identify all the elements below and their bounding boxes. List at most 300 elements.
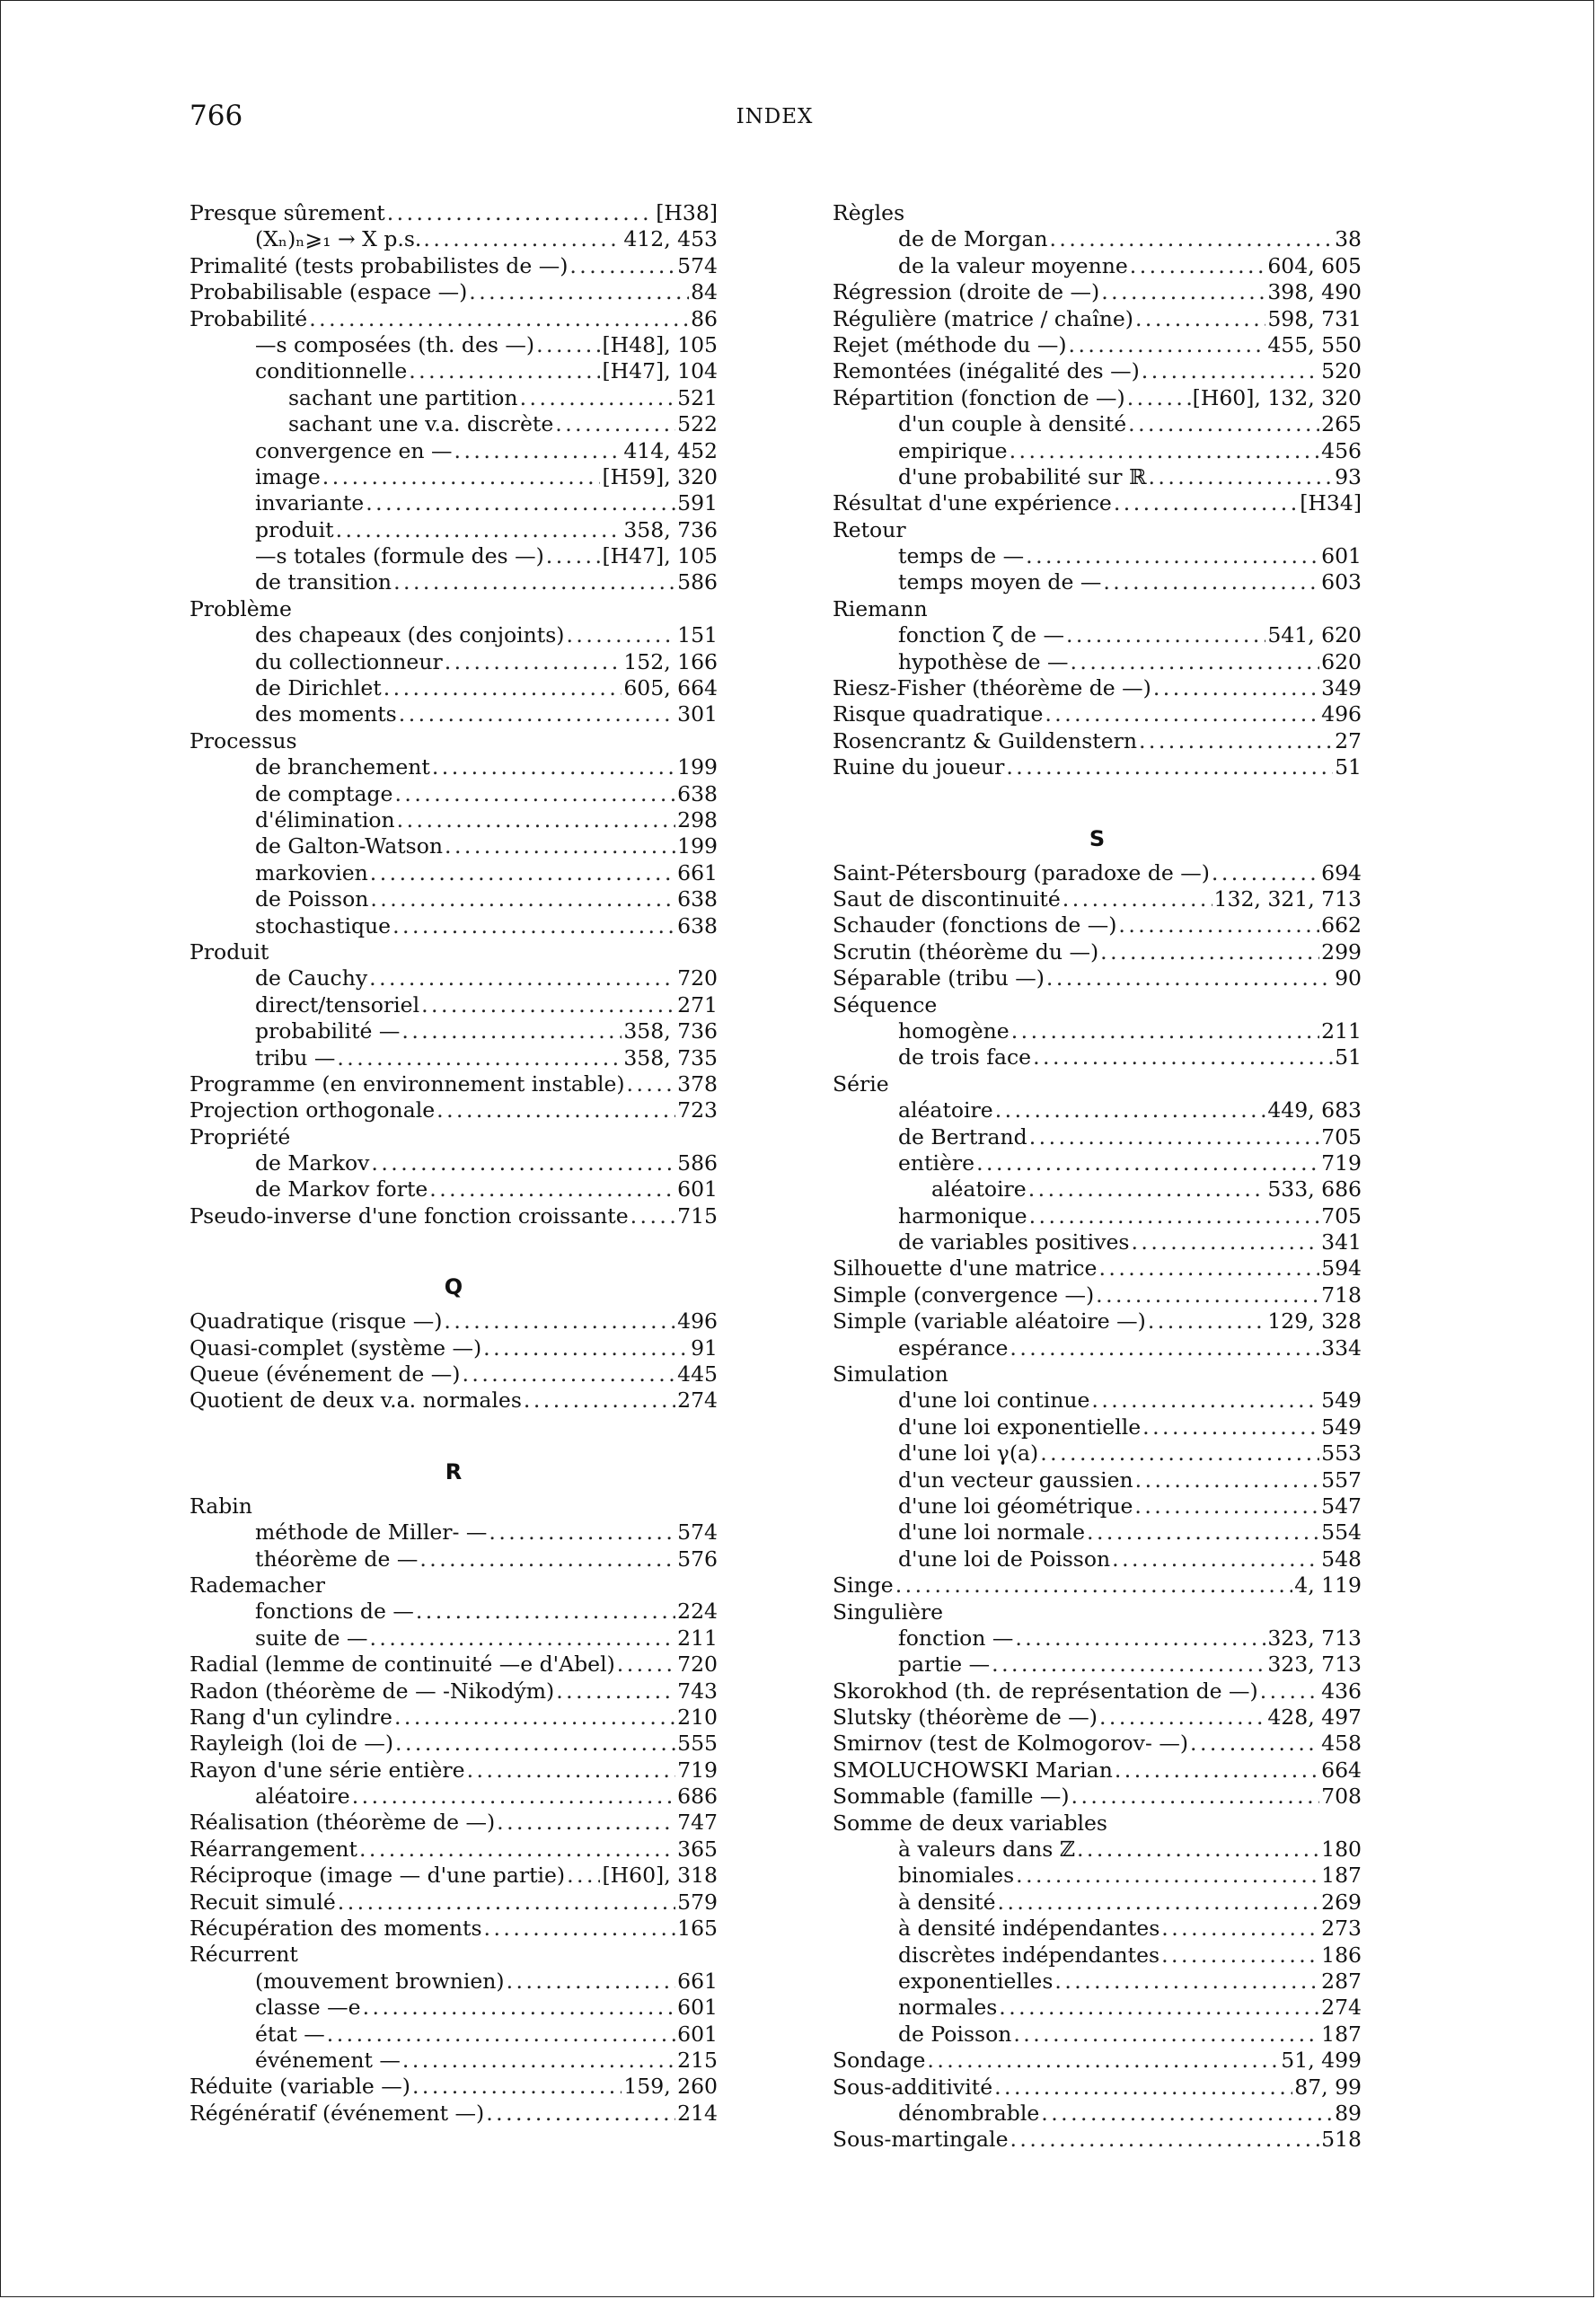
page-references: 358, 735 — [623, 1044, 718, 1070]
index-entry — [190, 701, 718, 727]
index-entry — [190, 807, 718, 833]
index-term: Règles — [833, 200, 905, 225]
page-references: 449, 683 — [1267, 1097, 1362, 1123]
index-term: normales — [898, 1995, 998, 2021]
index-entry — [190, 622, 718, 648]
page-references: 84 — [691, 279, 718, 305]
index-term: exponentielles — [898, 1969, 1054, 1994]
index-entry — [833, 1414, 1362, 1440]
index-entry — [833, 2127, 1362, 2153]
index-term: Singe — [833, 1572, 894, 1599]
index-term: d'élimination — [255, 806, 395, 832]
dot-leader — [1069, 332, 1266, 358]
page-references: 51 — [1335, 1044, 1362, 1070]
page-references: 211 — [1321, 1017, 1362, 1044]
dot-leader — [1115, 1757, 1319, 1784]
index-entry — [833, 1810, 1362, 1837]
page-references: 715 — [677, 1202, 718, 1229]
index-entry — [190, 1942, 718, 1968]
index-entry — [190, 569, 718, 595]
page-references: 586 — [677, 569, 718, 595]
index-term: Presque sûrement — [190, 200, 385, 225]
index-entry — [190, 728, 718, 754]
index-term: Répartition (fonction de —) — [833, 384, 1125, 410]
index-term: Séquence — [833, 991, 938, 1017]
page-references: 496 — [677, 1308, 718, 1334]
index-entry — [833, 1361, 1362, 1387]
page-references: 638 — [677, 912, 718, 938]
index-entry — [190, 1572, 718, 1599]
index-entry — [833, 1124, 1362, 1150]
index-term: fonction — — [898, 1625, 1014, 1651]
index-term: Régénératif (événement —) — [190, 2100, 485, 2126]
index-term: Résultat d'une expérience — [833, 490, 1112, 516]
index-entry — [190, 992, 718, 1018]
page-references: 341 — [1321, 1229, 1362, 1255]
index-term: de comptage — [255, 780, 393, 806]
page-references: 298 — [677, 806, 718, 832]
index-term: image — [255, 463, 321, 489]
dot-leader — [1049, 226, 1333, 252]
index-entry — [833, 543, 1362, 569]
index-entry — [190, 675, 718, 701]
page-references: 518 — [1321, 2127, 1362, 2153]
index-term: Rang d'un cylindre — [190, 1704, 392, 1730]
index-term: Radial (lemme de continuité —e d'Abel) — [190, 1652, 615, 1678]
page-references: 27 — [1335, 727, 1362, 753]
page-references: 708 — [1321, 1784, 1362, 1810]
dot-leader — [1100, 939, 1319, 965]
index-term: Régulière (matrice / chaîne) — [833, 305, 1133, 331]
page-references: 638 — [677, 780, 718, 806]
index-term: Ruine du joueur — [833, 754, 1005, 780]
index-entry — [833, 1784, 1362, 1810]
page-references: 152, 166 — [623, 648, 718, 674]
index-term: Quotient de deux v.a. normales — [190, 1387, 522, 1414]
section-letter-heading — [833, 781, 1362, 860]
page-references: [H47], 105 — [602, 543, 718, 569]
index-entry — [190, 1652, 718, 1678]
dot-leader — [507, 1969, 676, 1995]
index-term: Radon (théorème de — -Nikodým) — [190, 1678, 555, 1704]
index-entry — [190, 332, 718, 358]
index-term: Scrutin (théorème du —) — [833, 938, 1099, 965]
dot-leader — [1142, 358, 1319, 384]
index-term: Rayon d'une série entière — [190, 1757, 465, 1783]
index-term: état — — [255, 2021, 325, 2047]
index-term: invariante — [255, 490, 365, 516]
index-entry — [833, 1969, 1362, 1995]
page-references: 224 — [677, 1599, 718, 1625]
dot-leader — [444, 1308, 675, 1334]
index-term: Silhouette d'une matrice — [833, 1255, 1098, 1282]
index-entry — [190, 543, 718, 569]
index-term: (mouvement brownien) — [255, 1968, 505, 1994]
index-term: Skorokhod (th. de représentation de —) — [833, 1678, 1258, 1704]
index-term: Produit — [190, 938, 269, 965]
index-entry — [190, 306, 718, 332]
dot-leader — [627, 1071, 676, 1097]
dot-leader — [462, 1361, 675, 1387]
index-entry — [190, 1837, 718, 1863]
index-term: classe —e — [255, 1995, 361, 2021]
index-term: Risque quadratique — [833, 701, 1044, 727]
dot-leader — [1112, 1546, 1319, 1572]
dot-leader — [397, 807, 676, 833]
index-entry — [833, 1150, 1362, 1176]
index-entry — [833, 1387, 1362, 1414]
dot-leader — [1029, 1124, 1319, 1150]
dot-leader — [412, 2074, 622, 2100]
page-references: 299 — [1321, 938, 1362, 965]
dot-leader — [469, 279, 689, 305]
dot-leader — [497, 1810, 675, 1836]
index-entry — [833, 1097, 1362, 1123]
page-references: 51, 499 — [1281, 2048, 1362, 2074]
dot-leader — [489, 1519, 675, 1546]
dot-leader — [399, 701, 675, 727]
page-references: 705 — [1321, 1123, 1362, 1150]
dot-leader — [1040, 1440, 1319, 1467]
index-term: probabilité — — [255, 1018, 401, 1044]
index-entry — [833, 1678, 1362, 1704]
index-term: Sous-additivité — [833, 2074, 993, 2100]
page-references: 93 — [1335, 463, 1362, 489]
dot-leader — [1010, 1335, 1319, 1361]
page-references: 51 — [1335, 754, 1362, 780]
index-entry — [190, 1335, 718, 1361]
index-entry — [833, 728, 1362, 754]
index-entry — [190, 385, 718, 411]
index-term: méthode de Miller- — — [255, 1519, 488, 1546]
index-entry — [833, 253, 1362, 279]
page-references: 271 — [677, 991, 718, 1017]
page-references: 349 — [1321, 675, 1362, 701]
index-term: Recuit simulé — [190, 1889, 336, 1915]
dot-leader — [1128, 411, 1319, 437]
index-term: aléatoire — [898, 1097, 993, 1123]
page-references: 86 — [691, 305, 718, 331]
dot-leader — [1006, 754, 1333, 780]
dot-leader — [1118, 912, 1319, 938]
index-entry — [833, 1837, 1362, 1863]
index-term: Réarrangement — [190, 1836, 357, 1862]
index-term: Schauder (fonctions de —) — [833, 912, 1117, 938]
dot-leader — [1091, 1387, 1319, 1414]
index-term: Queue (événement de —) — [190, 1361, 461, 1387]
index-entry — [190, 860, 718, 886]
page-references: 132, 321, 713 — [1213, 885, 1362, 912]
index-entry — [190, 1018, 718, 1044]
index-term: sachant une partition — [288, 384, 518, 410]
dot-leader — [419, 1546, 675, 1572]
page-references: 38 — [1335, 226, 1362, 252]
page-references: 747 — [677, 1810, 718, 1836]
dot-leader — [409, 358, 600, 384]
index-entry — [190, 965, 718, 991]
index-entry — [833, 2048, 1362, 2074]
index-entry — [190, 1863, 718, 1889]
index-entry — [190, 2074, 718, 2100]
dot-leader — [1135, 1467, 1319, 1493]
page-references: 455, 550 — [1267, 331, 1362, 357]
page-references: 334 — [1321, 1334, 1362, 1361]
page-references: 574 — [677, 1519, 718, 1546]
index-entry — [833, 1493, 1362, 1519]
index-entry — [833, 860, 1362, 886]
dot-leader — [1041, 2101, 1333, 2127]
dot-leader — [1139, 728, 1333, 754]
dot-leader — [1011, 1018, 1319, 1044]
index-term: Rabin — [190, 1493, 252, 1519]
index-term: —s totales (formule des —) — [255, 543, 544, 569]
index-term: d'une probabilité sur ℝ — [898, 463, 1147, 489]
index-term: Probabilisable (espace —) — [190, 279, 468, 305]
index-entry — [833, 1625, 1362, 1652]
page-references: 199 — [677, 833, 718, 859]
page-references: [H59], 320 — [602, 463, 718, 489]
index-entry — [833, 1889, 1362, 1916]
page-references: [H38] — [656, 200, 718, 225]
dot-leader — [371, 1150, 675, 1176]
index-term: sachant une v.a. discrète — [288, 411, 554, 437]
page-references: 521 — [677, 384, 718, 410]
page-references: 574 — [677, 252, 718, 278]
index-entry — [833, 2022, 1362, 2048]
index-entry — [833, 1519, 1362, 1546]
index-entry — [833, 1308, 1362, 1334]
page-references: 549 — [1321, 1414, 1362, 1440]
index-entry — [190, 1124, 718, 1150]
index-entry — [190, 649, 718, 675]
index-term: d'un vecteur gaussien — [898, 1467, 1133, 1493]
index-entry — [190, 411, 718, 437]
dot-leader — [546, 543, 601, 569]
page-references: [H60], 132, 320 — [1192, 384, 1362, 410]
index-entry — [833, 886, 1362, 912]
index-term: temps de — — [898, 543, 1025, 569]
page-references: 180 — [1321, 1837, 1362, 1863]
page-references: 586 — [677, 1150, 718, 1176]
index-term: de de Morgan — [898, 226, 1048, 252]
index-term: Rosencrantz & Guildenstern — [833, 727, 1137, 753]
page-references: 274 — [1321, 1995, 1362, 2021]
dot-leader — [995, 1097, 1266, 1123]
index-term: Séparable (tribu —) — [833, 965, 1045, 991]
dot-leader — [370, 886, 675, 912]
index-term: Sommable (famille —) — [833, 1784, 1070, 1810]
page-references: [H47], 104 — [602, 358, 718, 384]
dot-leader — [1161, 1942, 1319, 1969]
index-entry — [833, 1652, 1362, 1678]
index-entry — [833, 1916, 1362, 1942]
dot-leader — [1013, 2022, 1319, 2048]
dot-leader — [484, 1916, 676, 1942]
index-term: des moments — [255, 701, 397, 727]
dot-leader — [454, 438, 622, 464]
index-term: de variables positives — [898, 1229, 1130, 1255]
page-references: 576 — [677, 1546, 718, 1572]
index-term: théorème de — — [255, 1546, 419, 1572]
dot-leader — [927, 2048, 1279, 2074]
page-references: 215 — [677, 2048, 718, 2073]
index-term: homogène — [898, 1017, 1010, 1044]
section-letter: R — [445, 1458, 463, 1484]
index-term: fonctions de — — [255, 1599, 414, 1625]
page-references: 591 — [677, 490, 718, 516]
index-term: de trois face — [898, 1044, 1032, 1070]
dot-leader — [1103, 569, 1319, 595]
dot-leader — [1087, 1519, 1319, 1546]
index-term: de Dirichlet — [255, 675, 382, 701]
dot-leader — [486, 2101, 675, 2127]
page-references: 522 — [677, 411, 718, 437]
index-entry — [190, 1916, 718, 1942]
index-term: suite de — — [255, 1625, 368, 1651]
index-entry — [190, 833, 718, 859]
page-references: 269 — [1321, 1889, 1362, 1915]
dot-leader — [536, 332, 600, 358]
index-entry — [190, 1995, 718, 2021]
index-entry — [190, 1546, 718, 1572]
index-term: de Poisson — [898, 2021, 1012, 2047]
page-references: 604, 605 — [1267, 252, 1362, 278]
index-entry — [833, 226, 1362, 252]
index-term: des chapeaux (des conjoints) — [255, 622, 565, 648]
page-references: [H48], 105 — [602, 331, 718, 357]
index-entry — [190, 2048, 718, 2074]
index-entry — [833, 358, 1362, 384]
index-entry — [190, 517, 718, 543]
page-references: 496 — [1321, 701, 1362, 727]
page-references: 358, 736 — [623, 516, 718, 542]
index-term: convergence en — — [255, 437, 453, 463]
index-entry — [190, 358, 718, 384]
dot-leader — [992, 1652, 1265, 1678]
index-entry — [833, 411, 1362, 437]
page-references: 662 — [1321, 912, 1362, 938]
index-entry — [190, 1969, 718, 1995]
index-term: d'une loi géométrique — [898, 1493, 1133, 1519]
index-entry — [190, 1704, 718, 1731]
index-term: Sondage — [833, 2048, 926, 2074]
index-column-right — [833, 200, 1362, 2154]
index-term: de transition — [255, 569, 392, 595]
page-references: 211 — [677, 1625, 718, 1651]
page-references: 90 — [1335, 965, 1362, 991]
dot-leader — [1190, 1731, 1319, 1757]
index-entry — [833, 965, 1362, 991]
index-term: Riemann — [833, 595, 928, 621]
page-references: 594 — [1321, 1255, 1362, 1282]
index-term: événement — — [255, 2048, 401, 2073]
dot-leader — [1070, 649, 1319, 675]
dot-leader — [1099, 1704, 1265, 1731]
index-entry — [833, 1255, 1362, 1282]
dot-leader — [567, 1863, 600, 1889]
page-references: 214 — [677, 2100, 718, 2126]
dot-leader — [421, 992, 675, 1018]
page-references: 520 — [1321, 358, 1362, 384]
page-references: 603 — [1321, 569, 1362, 595]
index-entry — [833, 200, 1362, 226]
dot-leader — [369, 1625, 675, 1652]
dot-leader — [566, 622, 675, 648]
index-entry — [190, 1045, 718, 1071]
dot-leader — [1127, 385, 1191, 411]
index-entry — [833, 1467, 1362, 1493]
page-references: 398, 490 — [1267, 279, 1362, 305]
dot-leader — [392, 913, 675, 939]
index-entry — [190, 490, 718, 516]
page-references: 598, 731 — [1267, 305, 1362, 331]
index-term: binomiales — [898, 1863, 1015, 1889]
dot-leader — [1130, 253, 1266, 279]
dot-leader — [337, 1045, 622, 1071]
dot-leader — [1148, 464, 1333, 490]
dot-leader — [338, 1889, 675, 1916]
index-term: hypothèse de — — [898, 648, 1069, 674]
index-term: Simple (variable aléatoire —) — [833, 1308, 1146, 1334]
index-entry — [833, 1203, 1362, 1229]
index-term: Remontées (inégalité des —) — [833, 358, 1140, 384]
dot-leader — [994, 2074, 1292, 2101]
index-term: conditionnelle — [255, 358, 408, 384]
index-term: Problème — [190, 595, 292, 621]
page-references: 4, 119 — [1294, 1572, 1362, 1599]
dot-leader — [1142, 1414, 1319, 1440]
index-entry — [833, 1572, 1362, 1599]
index-term: Somme de deux variables — [833, 1810, 1107, 1836]
dot-leader — [1029, 1203, 1320, 1229]
dot-leader — [999, 1995, 1319, 2021]
index-term: temps moyen de — — [898, 569, 1102, 595]
dot-leader — [1063, 886, 1212, 912]
index-entry — [190, 1387, 718, 1414]
page-references: 287 — [1321, 1969, 1362, 1994]
dot-leader — [1028, 1176, 1266, 1202]
index-entry — [833, 649, 1362, 675]
index-entry — [833, 1995, 1362, 2021]
index-entry — [833, 306, 1362, 332]
index-entry — [190, 1203, 718, 1229]
index-term: Saint-Pétersbourg (paradoxe de —) — [833, 859, 1210, 885]
index-term: Propriété — [190, 1123, 291, 1150]
dot-leader — [1114, 490, 1298, 516]
index-term: tribu — — [255, 1044, 336, 1070]
dot-leader — [394, 1704, 675, 1731]
page-references: 601 — [677, 2021, 718, 2047]
dot-leader — [1161, 1916, 1319, 1942]
index-term: d'une loi normale — [898, 1519, 1086, 1546]
index-entry — [190, 939, 718, 965]
index-entry — [190, 596, 718, 622]
page-references: 358, 736 — [623, 1018, 718, 1044]
index-term: à valeurs dans ℤ — [898, 1837, 1075, 1863]
index-term: à densité — [898, 1889, 996, 1915]
index-term: Réciproque (image — d'une partie) — [190, 1863, 566, 1889]
dot-leader — [617, 1652, 675, 1678]
page-references: 719 — [1321, 1150, 1362, 1176]
page-references: 265 — [1321, 411, 1362, 437]
index-entry — [833, 596, 1362, 622]
index-term: de branchement — [255, 754, 430, 780]
index-term: Programme (en environnement instable) — [190, 1070, 625, 1097]
index-term: Régression (droite de —) — [833, 279, 1100, 305]
dot-leader — [370, 860, 675, 886]
dot-leader — [393, 569, 675, 595]
index-entry — [833, 1942, 1362, 1969]
